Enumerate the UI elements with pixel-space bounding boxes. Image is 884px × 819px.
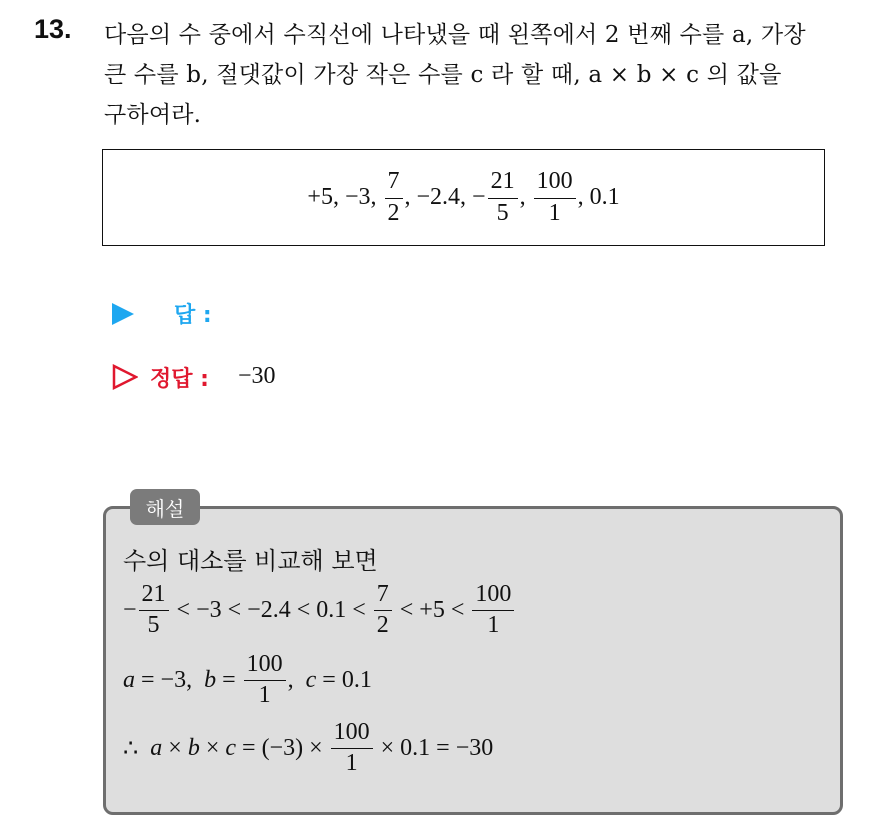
answer-triangle-icon [112, 303, 134, 325]
correct-value: −30 [238, 363, 276, 389]
question-line-3: 구하여라. [104, 102, 202, 128]
question-number: 13. [34, 14, 72, 44]
fraction-7-2: $\frac{7}{2}$ [385, 169, 403, 225]
solution-tag: 해설 [130, 489, 200, 525]
solution-line-3: a = −3, b = $\frac{100}{1}$ , c = 0.1 [123, 651, 372, 709]
fraction-100-1: $\frac{100}{1}$ [534, 169, 576, 225]
solution-line-2: − $\frac{21}{5}$ < −3 < −2.4 < 0.1 < $\frac{7}{2}$ < +5 < $\frac{100}{1}$ [123, 582, 516, 638]
question-line-2: 큰 수를 b, 절댓값이 가장 작은 수를 c 라 할 때, a × b × c 의 값을 [104, 62, 782, 88]
number-item: +5, [307, 184, 345, 210]
answer-label: 답 : [174, 303, 212, 328]
correct-triangle-icon [112, 364, 138, 390]
fraction-21-5: $\frac{21}{5}$ [488, 169, 518, 225]
correct-label: 정답 : [150, 367, 209, 392]
solution-line-4: ∴ a × b × c = (−3) × $\frac{100}{1}$ × 0.1 = −30 [123, 719, 494, 777]
number-item: −3, [344, 184, 383, 210]
number-item: −2.4, − [416, 184, 486, 210]
solution-line-1: 수의 대소를 비교해 보면 [123, 547, 378, 575]
numbers-box: +5, −3, $\frac{7}{2}$ , −2.4, − $\frac{21}{5}$ , $\frac{100}{1}$ , 0.1 [102, 149, 825, 246]
question-line-1: 다음의 수 중에서 수직선에 나타냈을 때 왼쪽에서 2 번째 수를 a, 가장 [104, 22, 806, 48]
